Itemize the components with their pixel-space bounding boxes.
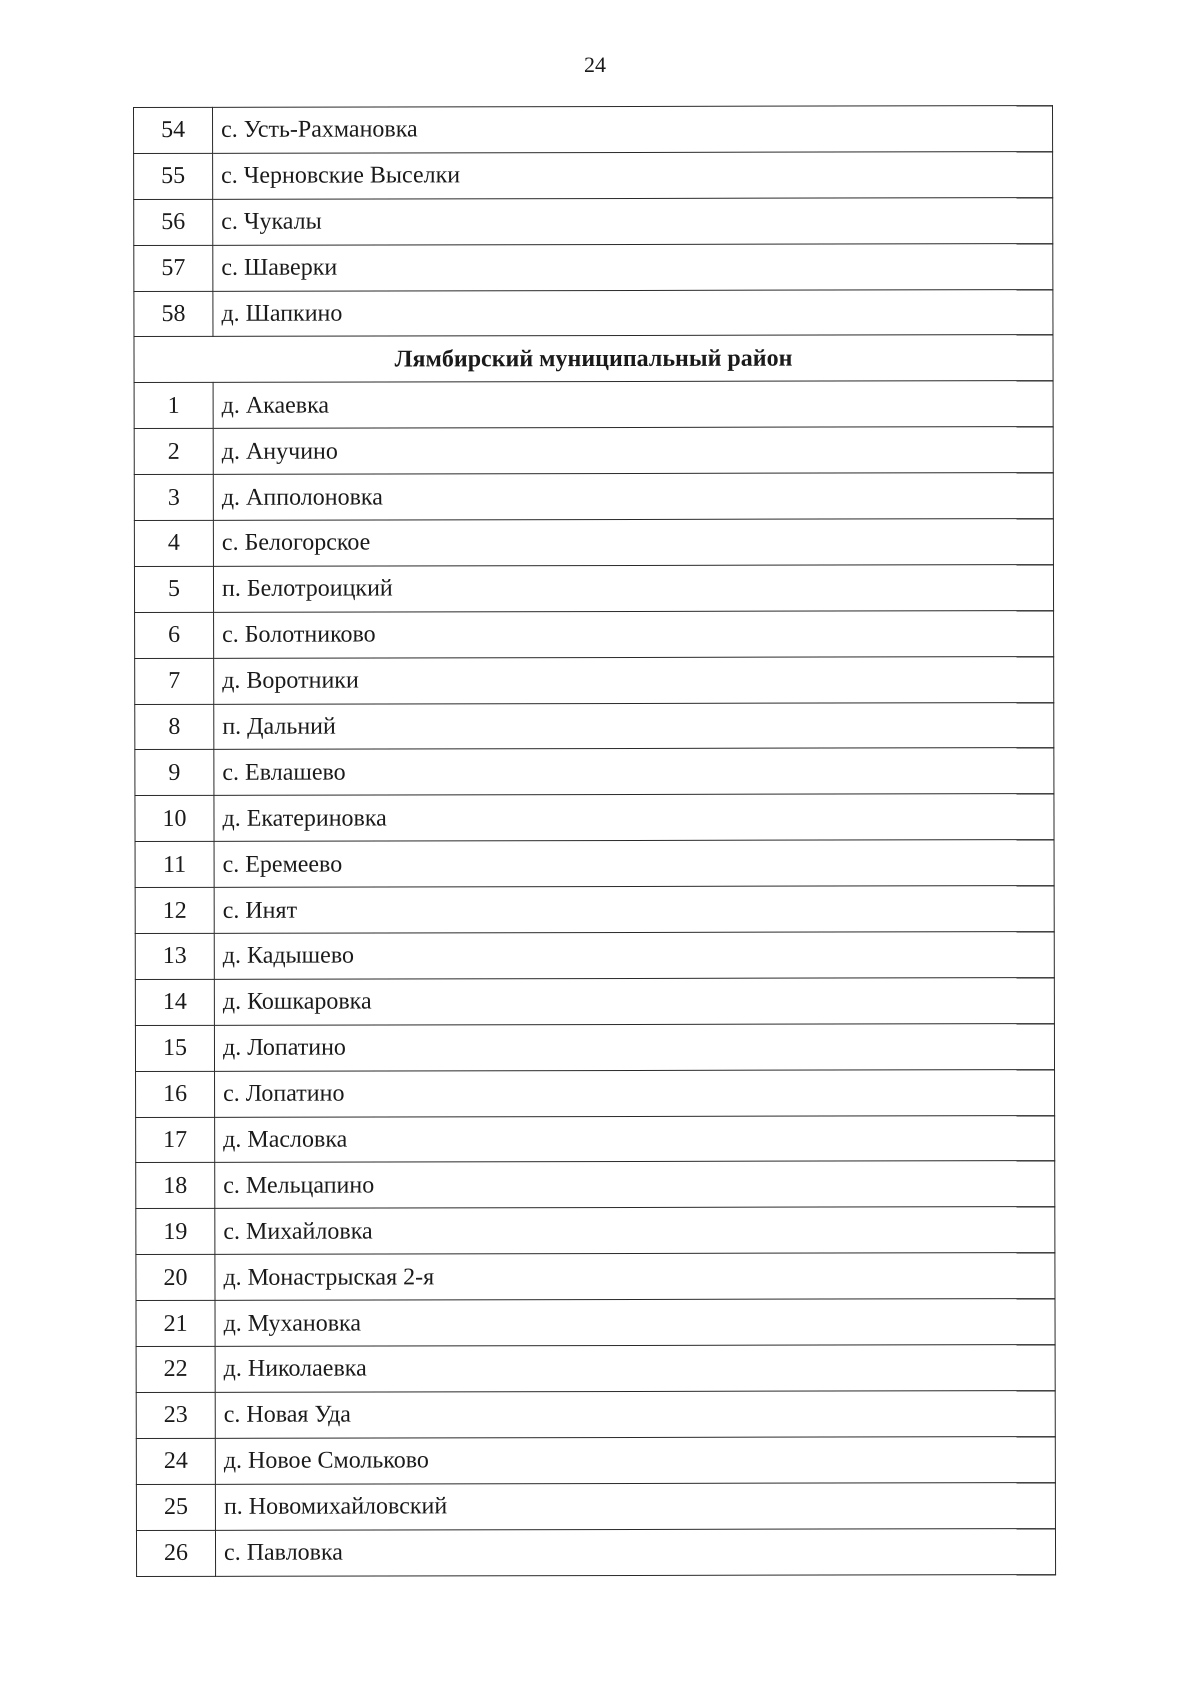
settlement-name: с. Мельцапино — [215, 1161, 1055, 1209]
settlement-name: с. Усть-Рахмановка — [213, 106, 1053, 154]
table-row — [136, 1391, 1055, 1439]
settlement-name: п. Белотроицкий — [213, 564, 1053, 612]
row-number: 9 — [135, 750, 214, 796]
table-row — [135, 794, 1054, 842]
settlement-name: п. Дальний — [214, 702, 1054, 750]
row-number: 18 — [136, 1163, 215, 1209]
row-number: 14 — [135, 979, 214, 1025]
table-row — [135, 932, 1054, 980]
settlement-name: д. Кадышево — [214, 932, 1054, 980]
settlement-name: д. Шапкино — [213, 289, 1053, 337]
settlement-name: с. Новая Уда — [215, 1391, 1055, 1439]
row-number: 8 — [135, 704, 214, 750]
settlement-name: с. Белогорское — [213, 519, 1053, 567]
settlement-name: д. Апполоновка — [213, 473, 1053, 521]
settlement-name: д. Масловка — [215, 1115, 1055, 1163]
table-row — [135, 748, 1054, 796]
row-number: 20 — [136, 1255, 215, 1301]
table-row — [134, 564, 1053, 612]
row-number: 24 — [136, 1438, 215, 1484]
settlement-name: с. Инят — [214, 886, 1054, 934]
table-row — [136, 1345, 1055, 1393]
settlement-name: с. Михайловка — [215, 1207, 1055, 1255]
row-number: 1 — [134, 383, 213, 429]
table-row — [135, 840, 1054, 888]
settlement-name: с. Еремеево — [214, 840, 1054, 888]
table-row — [135, 1023, 1054, 1071]
table-row — [136, 1253, 1055, 1301]
section-title: Лямбирский муниципальный район — [134, 335, 1053, 383]
table-row — [135, 886, 1054, 934]
row-number: 56 — [134, 199, 213, 245]
table-row — [134, 106, 1053, 154]
settlement-name: д. Монастрыская 2-я — [215, 1253, 1055, 1301]
settlements-table — [133, 105, 1056, 1576]
settlement-name: д. Мухановка — [215, 1299, 1055, 1347]
table-row — [134, 519, 1053, 567]
row-number: 2 — [134, 429, 213, 475]
row-number: 19 — [136, 1209, 215, 1255]
row-number: 25 — [136, 1484, 215, 1530]
table-row — [136, 1161, 1055, 1209]
settlement-name: с. Павловка — [215, 1528, 1055, 1576]
row-number: 16 — [136, 1071, 215, 1117]
row-number: 21 — [136, 1300, 215, 1346]
settlement-name: д. Акаевка — [213, 381, 1053, 429]
row-number: 17 — [136, 1117, 215, 1163]
table-row — [135, 610, 1054, 658]
row-number: 10 — [135, 796, 214, 842]
table-row — [136, 1069, 1055, 1117]
settlement-name: д. Кошкаровка — [214, 977, 1054, 1025]
settlement-name: д. Екатериновка — [214, 794, 1054, 842]
row-number: 58 — [134, 291, 213, 337]
row-number: 5 — [134, 566, 213, 612]
table-row — [136, 1207, 1055, 1255]
settlement-name: с. Черновские Выселки — [213, 151, 1053, 199]
row-number: 54 — [134, 107, 213, 153]
settlement-name: д. Воротники — [214, 656, 1054, 704]
table-body — [134, 106, 1056, 1576]
table-row — [136, 1482, 1055, 1530]
table-row — [136, 1528, 1055, 1576]
table-row — [134, 427, 1053, 475]
row-number: 22 — [136, 1346, 215, 1392]
settlement-name: с. Болотниково — [214, 610, 1054, 658]
row-number: 57 — [134, 245, 213, 291]
row-number: 55 — [134, 153, 213, 199]
settlement-name: д. Лопатино — [214, 1023, 1054, 1071]
table-row — [136, 1436, 1055, 1484]
table-row — [134, 197, 1053, 245]
table-row — [136, 1299, 1055, 1347]
row-number: 13 — [135, 933, 214, 979]
row-number: 6 — [135, 612, 214, 658]
settlement-name: с. Чукалы — [213, 197, 1053, 245]
table-row — [134, 289, 1053, 337]
row-number: 3 — [134, 474, 213, 520]
settlement-name: д. Новое Смольково — [215, 1436, 1055, 1484]
settlement-name: с. Евлашево — [214, 748, 1054, 796]
settlement-name: с. Лопатино — [215, 1069, 1055, 1117]
row-number: 7 — [135, 658, 214, 704]
row-number: 26 — [136, 1530, 215, 1576]
page-number: 24 — [584, 52, 606, 77]
row-number: 4 — [134, 520, 213, 566]
table-row — [135, 977, 1054, 1025]
row-number: 23 — [136, 1392, 215, 1438]
settlement-name: д. Николаевка — [215, 1345, 1055, 1393]
section-header-row — [134, 335, 1053, 383]
table-row — [134, 243, 1053, 291]
settlement-name: с. Шаверки — [213, 243, 1053, 291]
table-row — [134, 151, 1053, 199]
table-row — [135, 702, 1054, 750]
table-row — [135, 656, 1054, 704]
row-number: 11 — [135, 842, 214, 888]
settlement-name: п. Новомихайловский — [215, 1482, 1055, 1530]
table-row — [136, 1115, 1055, 1163]
row-number: 15 — [135, 1025, 214, 1071]
table-row — [134, 473, 1053, 521]
settlement-name: д. Анучино — [213, 427, 1053, 475]
table-row — [134, 381, 1053, 429]
row-number: 12 — [135, 887, 214, 933]
